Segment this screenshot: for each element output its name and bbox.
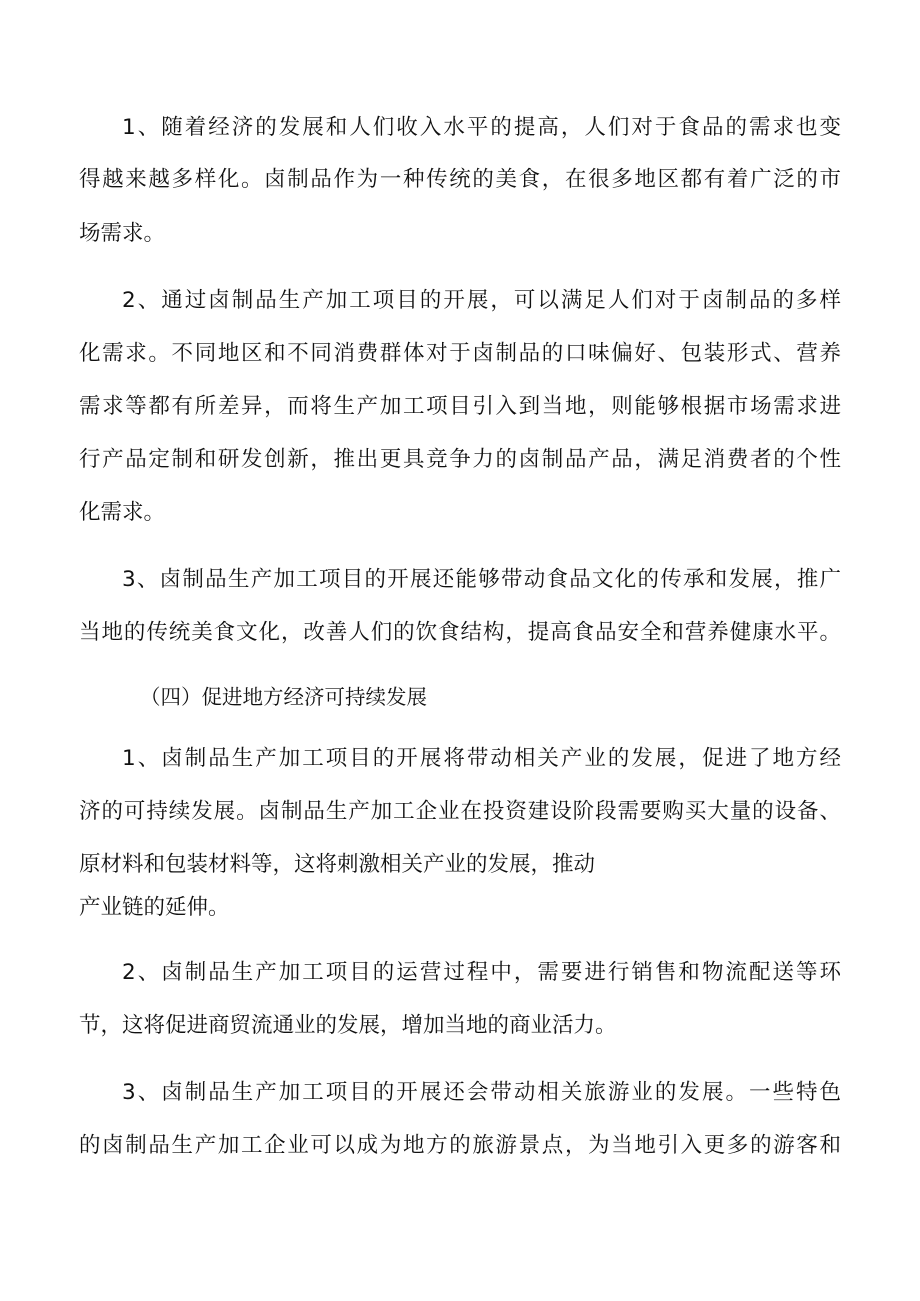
text-line: 3、卤制品生产加工项目的开展还能够带动食品文化的传承和发展，推广 <box>122 567 841 592</box>
text-line: 节，这将促进商贸流通业的发展，增加当地的商业活力。 <box>79 1013 617 1038</box>
text-line: 得越来越多样化。卤制品作为一种传统的美食，在很多地区都有着广泛的市 <box>79 167 841 192</box>
text-line: 2、通过卤制品生产加工项目的开展，可以满足人们对于卤制品的多样 <box>122 288 841 313</box>
text-line: 当地的传统美食文化，改善人们的饮食结构，提高食品安全和营养健康水平。 <box>79 620 841 645</box>
text-line: 需求等都有所差异，而将生产加工项目引入到当地，则能够根据市场需求进 <box>79 394 841 419</box>
text-line: 行产品定制和研发创新，推出更具竞争力的卤制品产品，满足消费者的个性 <box>79 447 841 472</box>
text-line: 1、随着经济的发展和人们收入水平的提高，人们对于食品的需求也变 <box>122 115 841 140</box>
text-line: 化需求。 <box>79 500 166 525</box>
text-line: 1、卤制品生产加工项目的开展将带动相关产业的发展，促进了地方经 <box>122 746 841 771</box>
text-line: 3、卤制品生产加工项目的开展还会带动相关旅游业的发展。一些特色 <box>122 1080 841 1105</box>
section-heading: （四）促进地方经济可持续发展 <box>140 685 427 709</box>
text-line: 济的可持续发展。卤制品生产加工企业在投资建设阶段需要购买大量的设备、 <box>79 799 841 824</box>
text-line: 的卤制品生产加工企业可以成为地方的旅游景点，为当地引入更多的游客和 <box>79 1133 841 1158</box>
text-line: 原材料和包装材料等，这将刺激相关产业的发展，推动 <box>79 852 596 877</box>
text-line: 产业链的延伸。 <box>79 895 230 920</box>
text-line: 2、卤制品生产加工项目的运营过程中，需要进行销售和物流配送等环 <box>122 960 841 985</box>
text-line: 化需求。不同地区和不同消费群体对于卤制品的口味偏好、包装形式、营养 <box>79 341 841 366</box>
text-line: 场需求。 <box>79 221 166 246</box>
